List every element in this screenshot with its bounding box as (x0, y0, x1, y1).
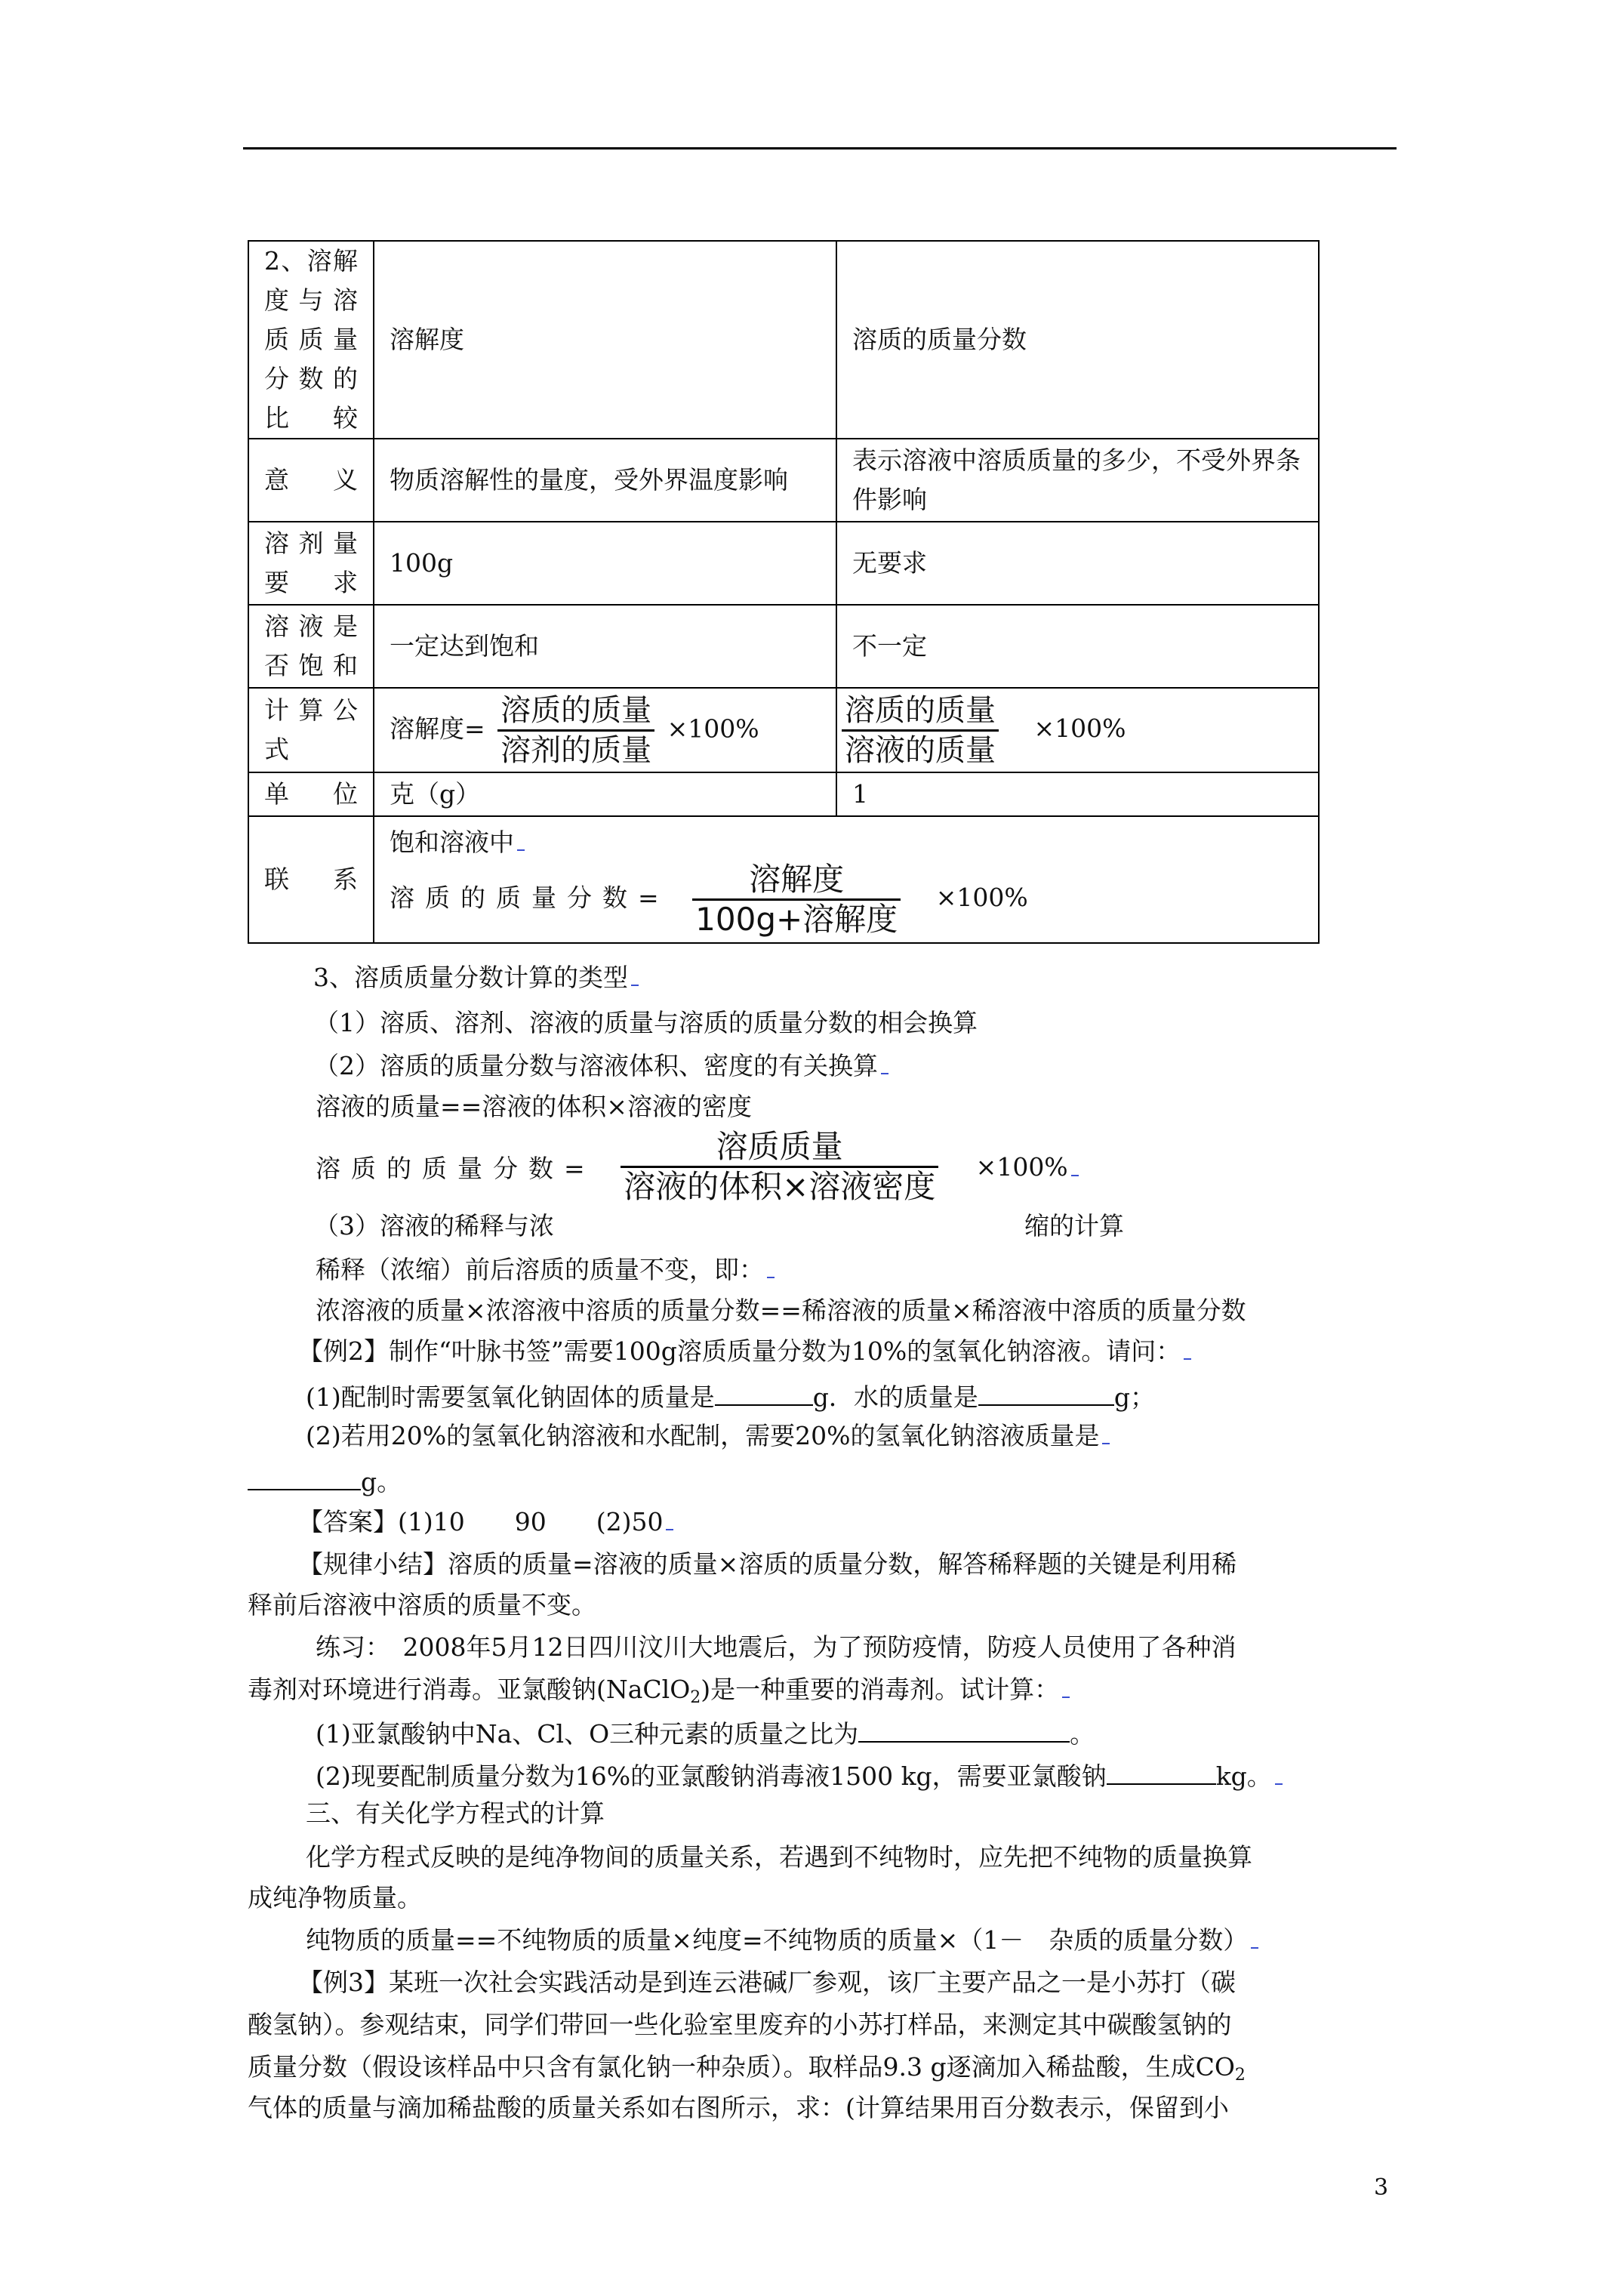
row-value-a: 克（g） (374, 772, 836, 816)
fraction-denominator: 100g+溶解度 (692, 898, 901, 937)
row-value-a: 100g (374, 522, 836, 605)
row-value-b: 1 (836, 772, 1319, 816)
paragraph: 化学方程式反映的是纯净物间的质量关系，若遇到不纯物时，应先把不纯物的质量换算 (306, 1842, 1252, 1872)
example-intro: 【例3】某班一次社会实践活动是到连云港碱厂参观，该厂主要产品之一是小苏打（碳 (298, 1968, 1236, 1997)
question: g。 (248, 1463, 402, 1497)
table-topic-cell: 2、溶解度与溶质质量分数的比较 (248, 241, 374, 439)
fraction-denominator: 溶液的体积×溶液密度 (621, 1166, 938, 1204)
paragraph: （1）溶质、溶剂、溶液的质量与溶质的质量分数的相会换算 (314, 1008, 978, 1037)
formula-prefix: 溶解度= (390, 713, 485, 743)
density-formula (316, 1130, 1146, 1204)
paragraph: （3）溶液的稀释与浓 (314, 1211, 554, 1240)
answer-blank[interactable] (1107, 1758, 1216, 1785)
row-label: 单位 (248, 772, 374, 816)
row-value-b: 表示溶液中溶质质量的多少，不受外界条件影响 (836, 439, 1319, 522)
fraction-numerator: 溶质的质量 (500, 692, 652, 728)
row-label: 计算公式 (248, 688, 374, 772)
formula-prefix: 溶质的质量分数= (390, 883, 670, 912)
row-value-a: 一定达到饱和 (374, 605, 836, 688)
row-label: 联系 (248, 816, 374, 943)
row-label: 溶液是否饱和 (248, 605, 374, 688)
row-value-a: 物质溶解性的量度，受外界温度影响 (374, 439, 836, 522)
question: (1)配制时需要氢氧化钠固体的质量是 g．水的质量是 g； (306, 1379, 1155, 1413)
row-value-b: 无要求 (836, 522, 1319, 605)
paragraph: 酸氢钠）。参观结束，同学们带回一些化验室里废弃的小苏打样品，来测定其中碳酸氢钠的 (248, 2010, 1232, 2039)
example-intro: 【例2】制作“叶脉书签”需要100g溶质质量分数为10%的氢氧化钠溶液。请问： (298, 1336, 1191, 1367)
answer-blank[interactable] (715, 1379, 813, 1406)
table-col-b-header: 溶质的质量分数 (836, 241, 1319, 439)
fraction-denominator: 溶液的质量 (842, 729, 999, 768)
paragraph: （2）溶质的质量分数与溶液体积、密度的有关换算 (314, 1051, 888, 1081)
fraction-numerator: 溶质质量 (716, 1128, 843, 1165)
section-title: 3、溶质质量分数计算的类型 (313, 963, 639, 993)
answer: 【答案】(1)10 90 (2)50 (298, 1507, 673, 1537)
question: (1)亚氯酸钠中Na、Cl、O三种元素的质量之比为 。 (316, 1715, 1095, 1749)
page-number: 3 (1374, 2174, 1389, 2201)
paragraph: 气体的质量与滴加稀盐酸的质量关系如右图所示，求：(计算结果用百分数表示，保留到小 (248, 2093, 1229, 2122)
paragraph: 纯物质的质量==不纯物质的质量×纯度=不纯物质的质量×（1－ 杂质的质量分数） (306, 1925, 1258, 1955)
answer-blank[interactable] (978, 1379, 1114, 1406)
paragraph: 稀释（浓缩）前后溶质的质量不变，即： (316, 1255, 775, 1285)
formula-suffix: ×100% (667, 713, 759, 743)
paragraph: 成纯净物质量。 (248, 1883, 422, 1912)
formula-suffix: ×100% (935, 883, 1028, 912)
fraction-numerator: 溶解度 (749, 860, 845, 898)
relation-line1: 饱和溶液中 (390, 823, 1303, 862)
fraction-numerator: 溶质的质量 (845, 692, 996, 728)
row-label: 溶剂量要求 (248, 522, 374, 605)
fraction-denominator: 溶剂的质量 (497, 729, 654, 768)
formula-suffix: ×100% (975, 1152, 1068, 1182)
question: (2)若用20%的氢氧化钠溶液和水配制，需要20%的氢氧化钠溶液质量是 (306, 1421, 1110, 1451)
formula-suffix: ×100% (1033, 713, 1126, 743)
paragraph: 毒剂对环境进行消毒。亚氯酸钠(NaClO$_2$)是一种重要的消毒剂。试计算： (248, 1675, 1070, 1713)
paragraph: 缩的计算 (1024, 1211, 1124, 1240)
density-fraction (618, 1130, 941, 1204)
row-value-b: 不一定 (836, 605, 1319, 688)
table-col-a-header: 溶解度 (374, 241, 836, 439)
paragraph: 浓溶液的质量×浓溶液中溶质的质量分数==稀溶液的质量×稀溶液中溶质的质量分数 (316, 1296, 1246, 1325)
paragraph: 溶液的质量==溶液的体积×溶液的密度 (316, 1092, 752, 1121)
paragraph: 【规律小结】溶质的质量=溶液的质量×溶质的质量分数，解答稀释题的关键是利用稀 (298, 1549, 1237, 1579)
paragraph: 练习： 2008年5月12日四川汶川大地震后，为了预防疫情，防疫人员使用了各种消 (316, 1632, 1236, 1662)
section-title: 三、有关化学方程式的计算 (306, 1798, 605, 1828)
row-label: 意义 (248, 439, 374, 522)
paragraph: 质量分数（假设该样品中只含有氯化钠一种杂质）。取样品9.3 g逐滴加入稀盐酸，生成$CO_2$ (248, 2052, 1246, 2085)
answer-blank[interactable] (248, 1463, 361, 1490)
paragraph: 释前后溶液中溶质的质量不变。 (248, 1590, 596, 1620)
answer-blank[interactable] (858, 1715, 1070, 1743)
question: (2)现要配制质量分数为16%的亚氯酸钠消毒液1500 kg，需要亚氯酸钠 kg。 (316, 1758, 1283, 1792)
formula-prefix: 溶质的质量分数= (316, 1154, 596, 1183)
